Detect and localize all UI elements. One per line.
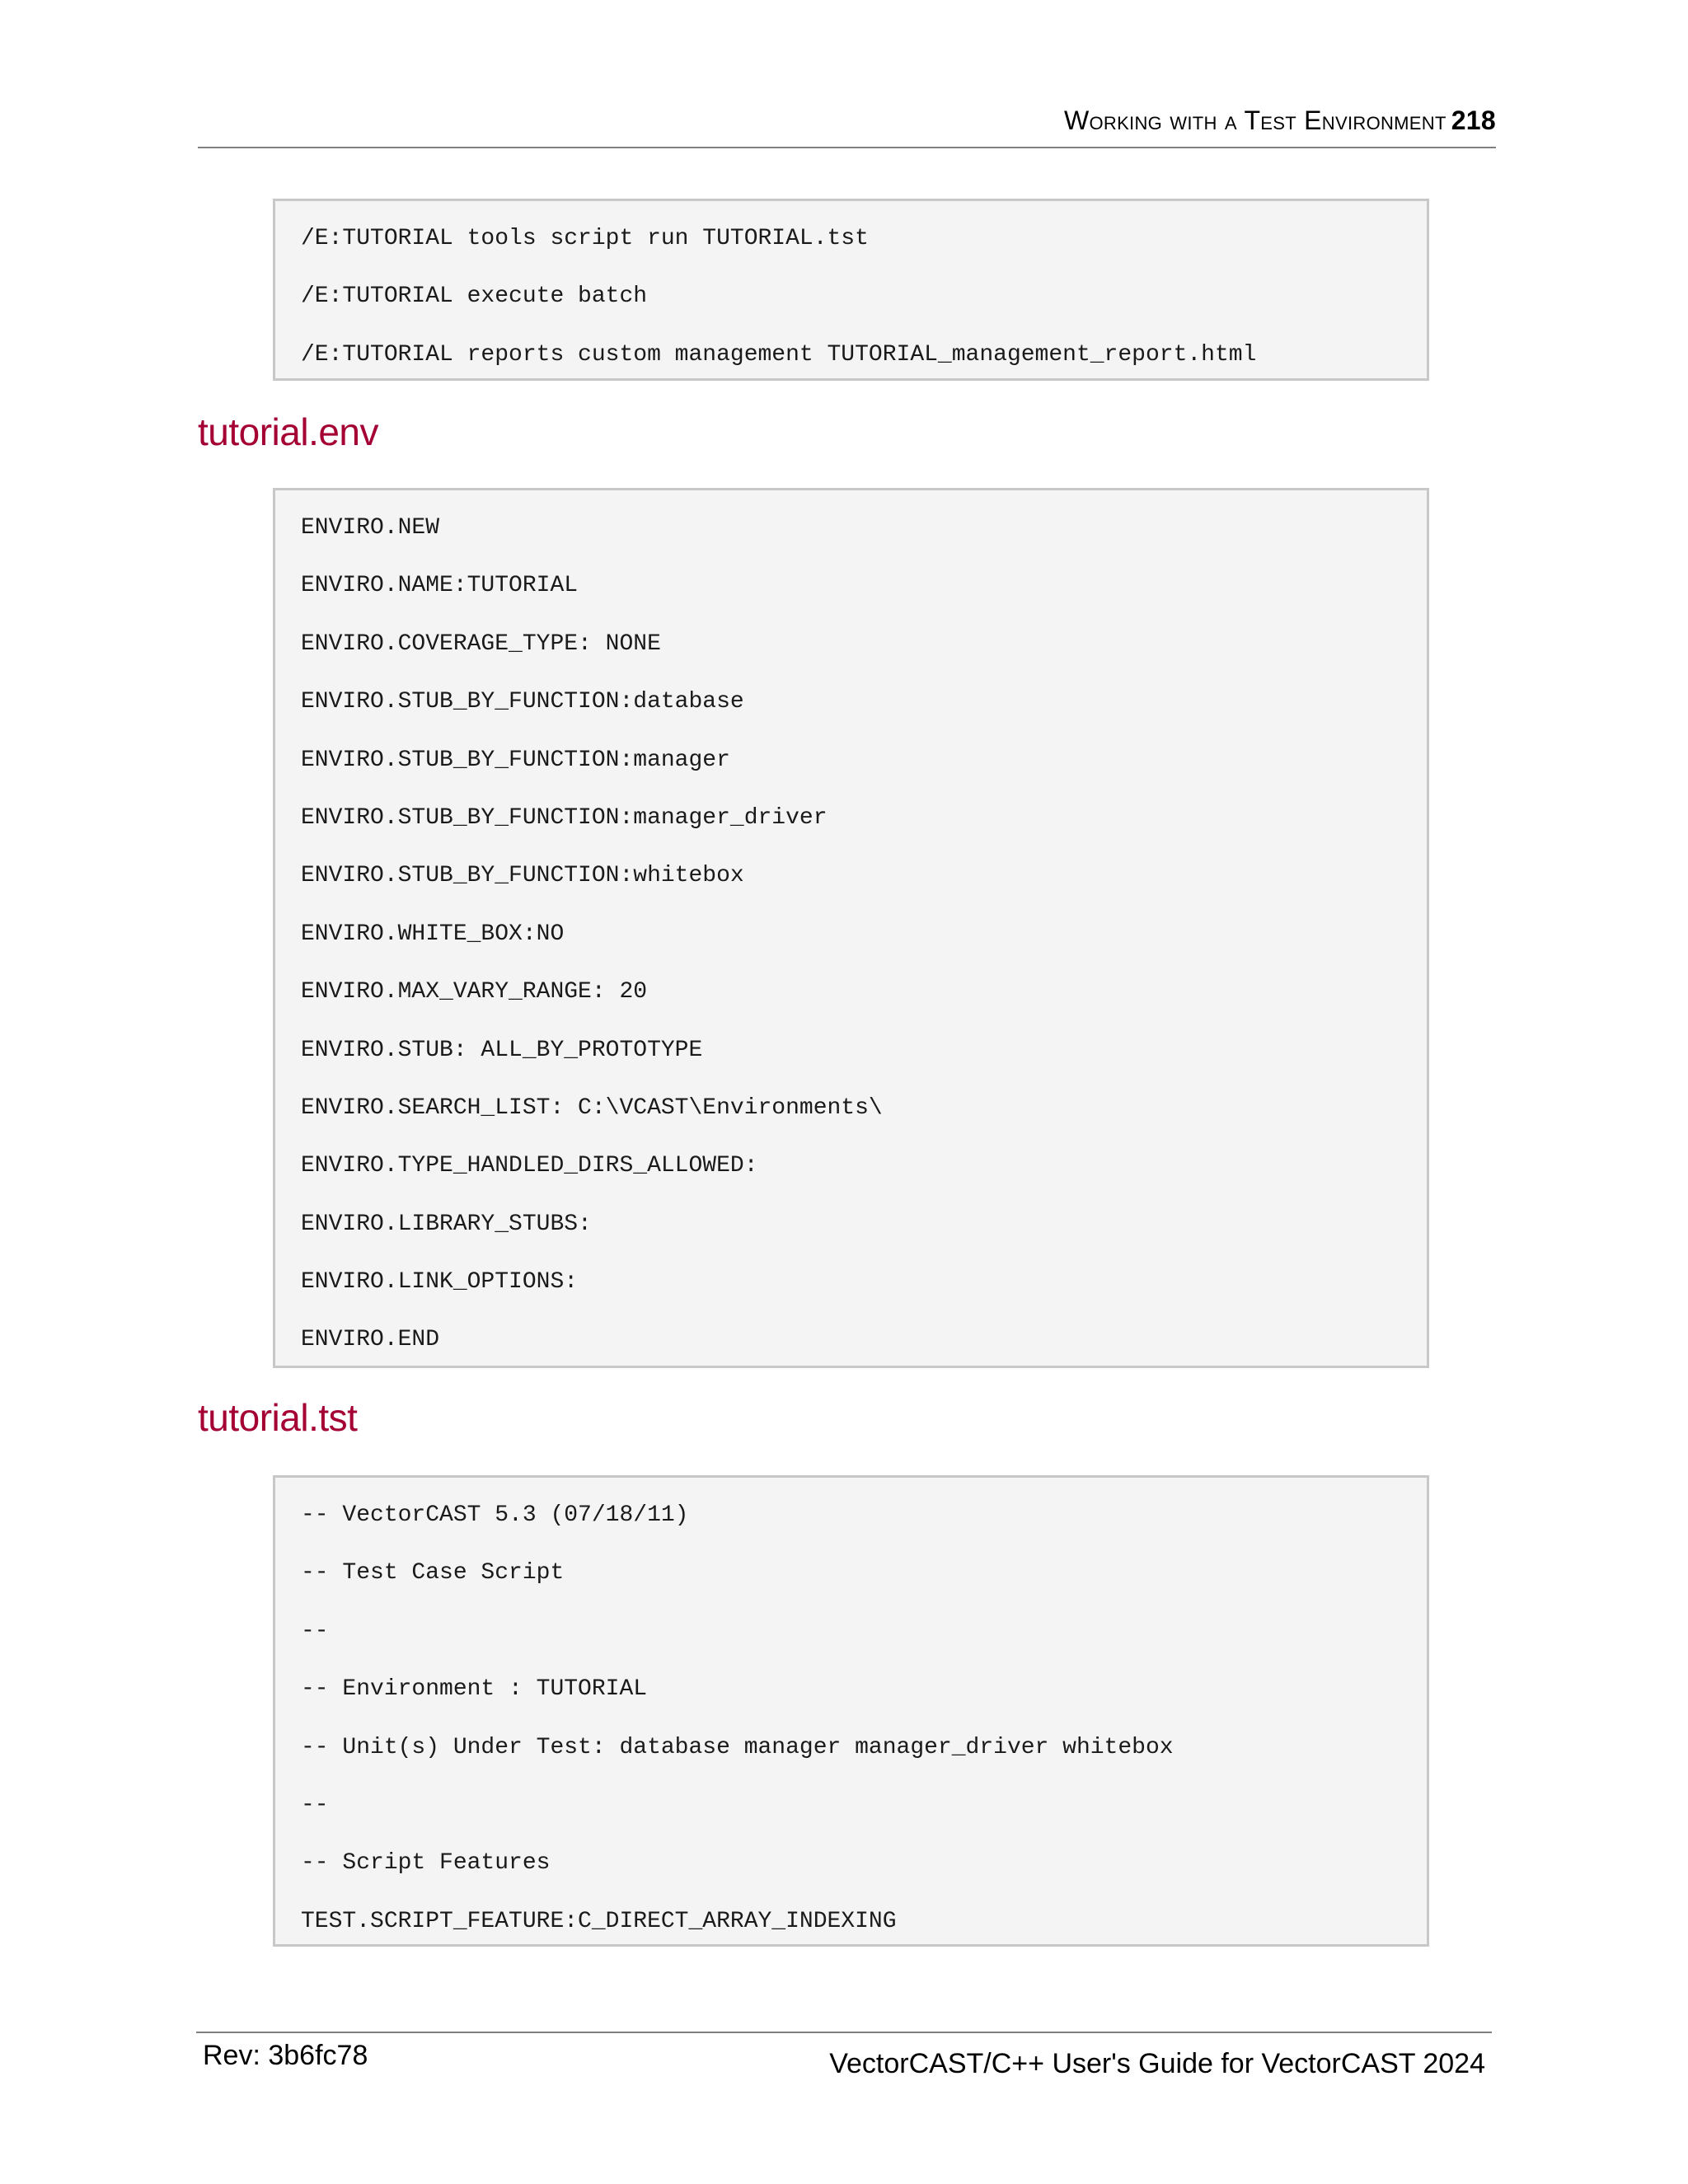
code-line: ENVIRO.LIBRARY_STUBS: (301, 1211, 592, 1237)
code-line: ENVIRO.STUB: ALL_BY_PROTOTYPE (301, 1037, 703, 1063)
code-line: -- Script Features (301, 1850, 551, 1877)
code-line: ENVIRO.STUB_BY_FUNCTION:database (301, 689, 744, 715)
code-line: TEST.SCRIPT_FEATURE:C_DIRECT_ARRAY_INDEXING (301, 1908, 897, 1934)
code-line: -- (301, 1618, 329, 1644)
revision-label: Rev: 3b6fc78 (203, 2040, 368, 2071)
code-line: ENVIRO.NEW (301, 515, 440, 541)
tutorial-env-code-block (273, 488, 1429, 1368)
code-line: ENVIRO.MAX_VARY_RANGE: 20 (301, 979, 648, 1005)
code-line: ENVIRO.LINK_OPTIONS: (301, 1269, 579, 1296)
code-line: /E:TUTORIAL tools script run TUTORIAL.tst (301, 226, 869, 251)
code-line: -- (301, 1792, 329, 1818)
section-heading-tutorial-tst: tutorial.tst (198, 1396, 358, 1439)
code-line: /E:TUTORIAL reports custom management TUTORIAL_management_report.html (301, 341, 1257, 368)
code-line: -- VectorCAST 5.3 (07/18/11) (301, 1502, 689, 1528)
section-heading-tutorial-env: tutorial.env (198, 410, 379, 453)
code-line: ENVIRO.NAME:TUTORIAL (301, 573, 579, 599)
code-line: ENVIRO.END (301, 1327, 440, 1353)
code-line: -- Environment : TUTORIAL (301, 1676, 648, 1703)
guide-title: VectorCAST/C++ User's Guide for VectorCAST 2024 (829, 2048, 1485, 2079)
commands-code-block (273, 199, 1429, 381)
page-footer (196, 2032, 1492, 2091)
header-title: Working with a Test Environment (1063, 105, 1447, 135)
page-number: 218 (1451, 105, 1496, 135)
code-line: ENVIRO.TYPE_HANDLED_DIRS_ALLOWED: (301, 1153, 758, 1179)
code-line: /E:TUTORIAL execute batch (301, 284, 648, 310)
code-line: -- Unit(s) Under Test: database manager manager_driver whitebox (301, 1734, 1174, 1760)
code-line: ENVIRO.SEARCH_LIST: C:\VCAST\Environments\ (301, 1094, 883, 1121)
tutorial-tst-code-block (273, 1475, 1429, 1947)
code-line: ENVIRO.STUB_BY_FUNCTION:manager_driver (301, 804, 828, 831)
header-title-line (1064, 105, 1496, 136)
code-line: -- Test Case Script (301, 1560, 565, 1586)
code-line: ENVIRO.WHITE_BOX:NO (301, 921, 565, 947)
code-line: ENVIRO.STUB_BY_FUNCTION:whitebox (301, 863, 744, 889)
page-header (198, 101, 1496, 148)
code-line: ENVIRO.COVERAGE_TYPE: NONE (301, 630, 661, 657)
code-line: ENVIRO.STUB_BY_FUNCTION:manager (301, 747, 730, 773)
